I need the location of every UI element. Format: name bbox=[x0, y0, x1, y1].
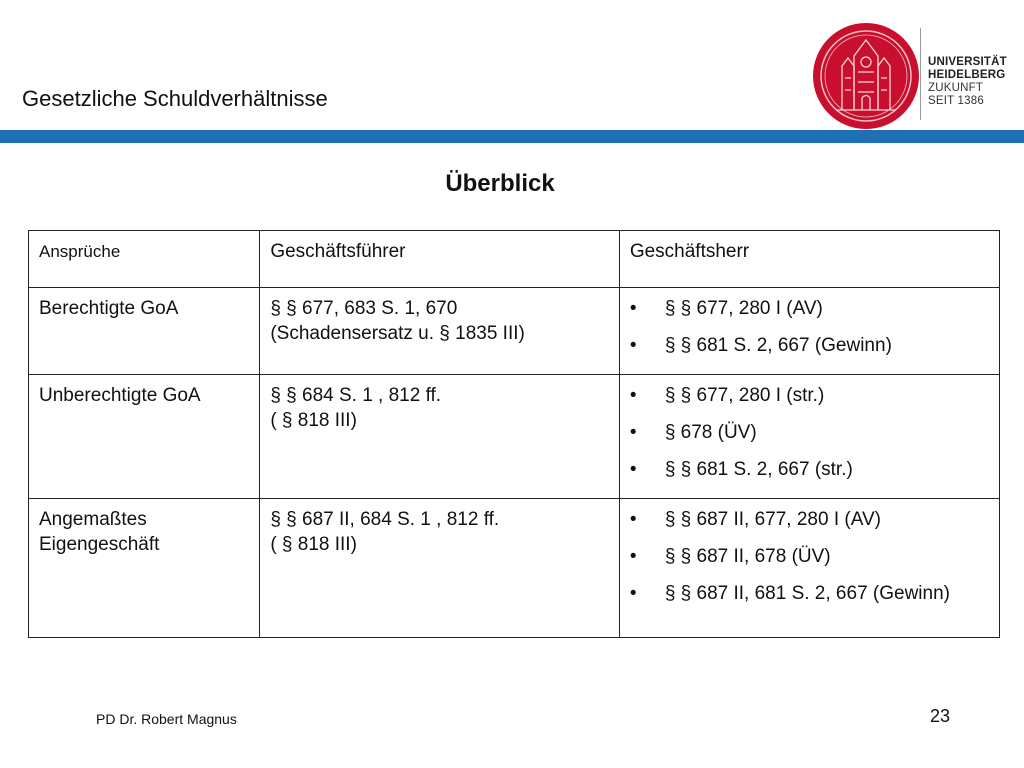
bullet-item: • § § 687 II, 677, 280 I (AV) bbox=[630, 507, 989, 532]
bullet-item: • § 678 (ÜV) bbox=[630, 420, 989, 445]
logo-line-heidelberg: HEIDELBERG bbox=[928, 69, 1006, 81]
cell-line: ( § 818 III) bbox=[270, 534, 357, 555]
table-row bbox=[29, 288, 1000, 375]
bullet-item: • § § 677, 280 I (str.) bbox=[630, 383, 989, 408]
bullet-list bbox=[630, 296, 989, 358]
cell-line: ( § 818 III) bbox=[270, 410, 357, 431]
page-number: 23 bbox=[930, 706, 951, 726]
logo-line-universitaet: UNIVERSITÄT bbox=[928, 56, 1007, 68]
cell-fuehrer bbox=[260, 499, 620, 638]
cell-fuehrer bbox=[260, 375, 620, 499]
header-cell-geschaeftsfuehrer: Geschäftsführer bbox=[260, 231, 620, 288]
university-logo bbox=[812, 22, 1017, 130]
bullet-item: • § § 681 S. 2, 667 (Gewinn) bbox=[630, 333, 989, 358]
bullet-item: • § § 677, 280 I (AV) bbox=[630, 296, 989, 321]
slide-title: Überblick bbox=[445, 170, 555, 197]
header-cell-ansprueche: Ansprüche bbox=[29, 231, 260, 288]
bullet-list bbox=[630, 383, 989, 482]
cell-fuehrer bbox=[260, 288, 620, 375]
cell-line: § § 677, 683 S. 1, 670 bbox=[270, 298, 458, 319]
header-title: Gesetzliche Schuldverhältnisse bbox=[22, 86, 328, 111]
logo-text bbox=[928, 56, 1007, 108]
bullet-list bbox=[630, 507, 989, 606]
bullet-item: • § § 687 II, 678 (ÜV) bbox=[630, 544, 989, 569]
cell-line: (Schadensersatz u. § 1835 III) bbox=[270, 323, 525, 344]
footer-author: PD Dr. Robert Magnus bbox=[96, 711, 237, 727]
logo-line-seit: SEIT 1386 bbox=[928, 95, 984, 107]
cell-line: § § 687 II, 684 S. 1 , 812 ff. bbox=[270, 509, 500, 530]
table-row bbox=[29, 499, 1000, 638]
row-label-berechtigte-goa: Berechtigte GoA bbox=[29, 288, 260, 375]
table-header-row bbox=[29, 231, 1000, 288]
row-label-angemasstes-eigengeschaeft: Angemaßtes Eigengeschäft bbox=[29, 499, 260, 638]
table-row bbox=[29, 375, 1000, 499]
header-cell-geschaeftsherr: Geschäftsherr bbox=[619, 231, 999, 288]
logo-divider bbox=[920, 28, 921, 120]
university-seal-icon bbox=[812, 22, 920, 130]
overview-table bbox=[28, 230, 1000, 638]
logo-line-zukunft: ZUKUNFT bbox=[928, 82, 984, 94]
cell-herr bbox=[619, 375, 999, 499]
cell-herr bbox=[619, 288, 999, 375]
header-divider-bar bbox=[0, 130, 1024, 143]
row-label-unberechtigte-goa: Unberechtigte GoA bbox=[29, 375, 260, 499]
cell-line: § § 684 S. 1 , 812 ff. bbox=[270, 385, 442, 406]
cell-herr bbox=[619, 499, 999, 638]
bullet-item: • § § 681 S. 2, 667 (str.) bbox=[630, 457, 989, 482]
bullet-item: • § § 687 II, 681 S. 2, 667 (Gewinn) bbox=[630, 581, 989, 606]
